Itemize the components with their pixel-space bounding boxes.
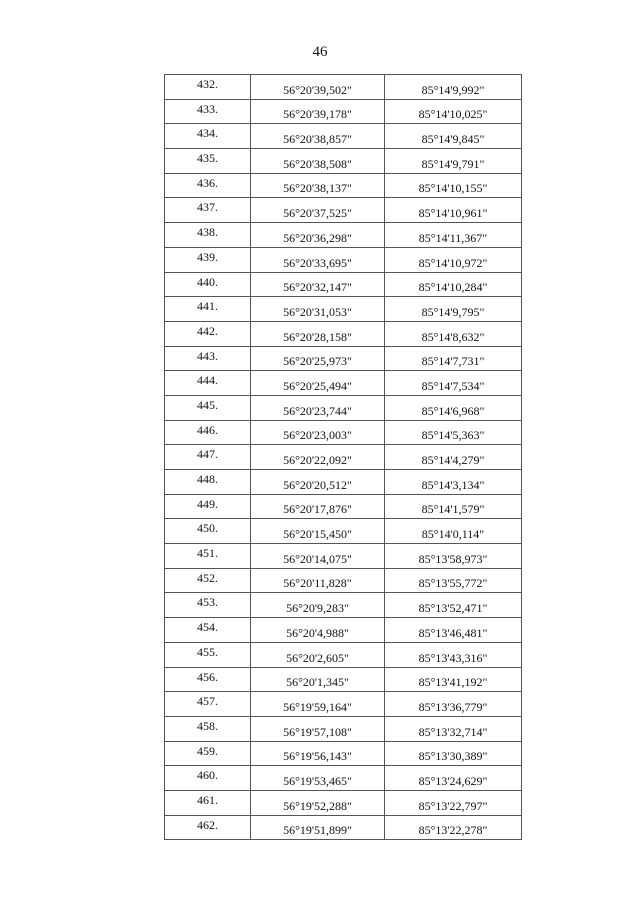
latitude-cell: 56°20'39,502" (251, 75, 385, 100)
longitude-cell: 85°13'46,481" (385, 618, 522, 643)
table-row (165, 716, 522, 741)
table-row (165, 494, 522, 519)
latitude-cell: 56°20'15,450" (251, 519, 385, 544)
longitude-cell: 85°14'4,279" (385, 445, 522, 470)
latitude-cell: 56°20'23,744" (251, 395, 385, 420)
latitude-cell: 56°20'9,283" (251, 593, 385, 618)
table-row (165, 470, 522, 495)
table-row (165, 124, 522, 149)
latitude-cell: 56°20'23,003" (251, 420, 385, 445)
table-row (165, 297, 522, 322)
coordinates-table (164, 74, 522, 840)
table-row (165, 420, 522, 445)
table-row (165, 766, 522, 791)
longitude-cell: 85°13'55,772" (385, 568, 522, 593)
point-number-cell: 451. (165, 544, 251, 569)
longitude-cell: 85°13'36,779" (385, 692, 522, 717)
point-number-cell: 460. (165, 766, 251, 791)
point-number-cell: 435. (165, 149, 251, 174)
point-number-cell: 456. (165, 667, 251, 692)
latitude-cell: 56°19'57,108" (251, 716, 385, 741)
table-row (165, 519, 522, 544)
table-row (165, 346, 522, 371)
latitude-cell: 56°20'36,298" (251, 223, 385, 248)
table-row (165, 667, 522, 692)
longitude-cell: 85°14'8,632" (385, 321, 522, 346)
coordinates-table-body (165, 75, 522, 840)
table-row (165, 272, 522, 297)
table-row (165, 815, 522, 840)
longitude-cell: 85°14'6,968" (385, 395, 522, 420)
longitude-cell: 85°14'10,025" (385, 99, 522, 124)
point-number-cell: 434. (165, 124, 251, 149)
point-number-cell: 444. (165, 371, 251, 396)
table-row (165, 371, 522, 396)
table-row (165, 223, 522, 248)
point-number-cell: 442. (165, 321, 251, 346)
latitude-cell: 56°20'14,075" (251, 544, 385, 569)
latitude-cell: 56°20'39,178" (251, 99, 385, 124)
table-row (165, 321, 522, 346)
latitude-cell: 56°19'53,465" (251, 766, 385, 791)
point-number-cell: 459. (165, 741, 251, 766)
longitude-cell: 85°14'7,731" (385, 346, 522, 371)
latitude-cell: 56°20'33,695" (251, 247, 385, 272)
longitude-cell: 85°14'3,134" (385, 470, 522, 495)
longitude-cell: 85°14'5,363" (385, 420, 522, 445)
longitude-cell: 85°14'9,791" (385, 149, 522, 174)
table-row (165, 149, 522, 174)
longitude-cell: 85°14'9,992" (385, 75, 522, 100)
longitude-cell: 85°14'9,845" (385, 124, 522, 149)
longitude-cell: 85°13'52,471" (385, 593, 522, 618)
point-number-cell: 447. (165, 445, 251, 470)
latitude-cell: 56°20'38,857" (251, 124, 385, 149)
latitude-cell: 56°20'11,828" (251, 568, 385, 593)
point-number-cell: 452. (165, 568, 251, 593)
latitude-cell: 56°20'22,092" (251, 445, 385, 470)
table-row (165, 395, 522, 420)
point-number-cell: 462. (165, 815, 251, 840)
point-number-cell: 438. (165, 223, 251, 248)
latitude-cell: 56°20'32,147" (251, 272, 385, 297)
point-number-cell: 453. (165, 593, 251, 618)
point-number-cell: 461. (165, 790, 251, 815)
point-number-cell: 449. (165, 494, 251, 519)
latitude-cell: 56°20'31,053" (251, 297, 385, 322)
longitude-cell: 85°14'10,155" (385, 173, 522, 198)
latitude-cell: 56°19'59,164" (251, 692, 385, 717)
point-number-cell: 450. (165, 519, 251, 544)
latitude-cell: 56°20'17,876" (251, 494, 385, 519)
longitude-cell: 85°14'7,534" (385, 371, 522, 396)
point-number-cell: 454. (165, 618, 251, 643)
table-row (165, 99, 522, 124)
table-row (165, 642, 522, 667)
latitude-cell: 56°20'28,158" (251, 321, 385, 346)
latitude-cell: 56°19'52,288" (251, 790, 385, 815)
table-row (165, 741, 522, 766)
table-row (165, 593, 522, 618)
table-row (165, 790, 522, 815)
longitude-cell: 85°13'32,714" (385, 716, 522, 741)
point-number-cell: 440. (165, 272, 251, 297)
point-number-cell: 433. (165, 99, 251, 124)
longitude-cell: 85°13'41,192" (385, 667, 522, 692)
longitude-cell: 85°14'0,114" (385, 519, 522, 544)
longitude-cell: 85°13'24,629" (385, 766, 522, 791)
longitude-cell: 85°13'22,797" (385, 790, 522, 815)
longitude-cell: 85°14'10,961" (385, 198, 522, 223)
point-number-cell: 455. (165, 642, 251, 667)
latitude-cell: 56°20'37,525" (251, 198, 385, 223)
point-number-cell: 441. (165, 297, 251, 322)
latitude-cell: 56°20'4,988" (251, 618, 385, 643)
table-row (165, 445, 522, 470)
table-row (165, 198, 522, 223)
table-row (165, 618, 522, 643)
point-number-cell: 443. (165, 346, 251, 371)
point-number-cell: 457. (165, 692, 251, 717)
longitude-cell: 85°14'11,367" (385, 223, 522, 248)
point-number-cell: 446. (165, 420, 251, 445)
point-number-cell: 436. (165, 173, 251, 198)
longitude-cell: 85°14'10,972" (385, 247, 522, 272)
longitude-cell: 85°13'58,973" (385, 544, 522, 569)
latitude-cell: 56°19'56,143" (251, 741, 385, 766)
latitude-cell: 56°20'1,345" (251, 667, 385, 692)
longitude-cell: 85°14'10,284" (385, 272, 522, 297)
table-row (165, 75, 522, 100)
longitude-cell: 85°13'22,278" (385, 815, 522, 840)
latitude-cell: 56°20'25,494" (251, 371, 385, 396)
table-row (165, 173, 522, 198)
latitude-cell: 56°20'20,512" (251, 470, 385, 495)
table-row (165, 247, 522, 272)
latitude-cell: 56°20'2,605" (251, 642, 385, 667)
point-number-cell: 458. (165, 716, 251, 741)
longitude-cell: 85°13'43,316" (385, 642, 522, 667)
longitude-cell: 85°13'30,389" (385, 741, 522, 766)
point-number-cell: 445. (165, 395, 251, 420)
point-number-cell: 437. (165, 198, 251, 223)
longitude-cell: 85°14'1,579" (385, 494, 522, 519)
longitude-cell: 85°14'9,795" (385, 297, 522, 322)
point-number-cell: 439. (165, 247, 251, 272)
latitude-cell: 56°19'51,899" (251, 815, 385, 840)
table-row (165, 568, 522, 593)
table-row (165, 692, 522, 717)
point-number-cell: 432. (165, 75, 251, 100)
page-number: 46 (312, 44, 328, 60)
table-row (165, 544, 522, 569)
latitude-cell: 56°20'38,508" (251, 149, 385, 174)
latitude-cell: 56°20'25,973" (251, 346, 385, 371)
point-number-cell: 448. (165, 470, 251, 495)
latitude-cell: 56°20'38,137" (251, 173, 385, 198)
